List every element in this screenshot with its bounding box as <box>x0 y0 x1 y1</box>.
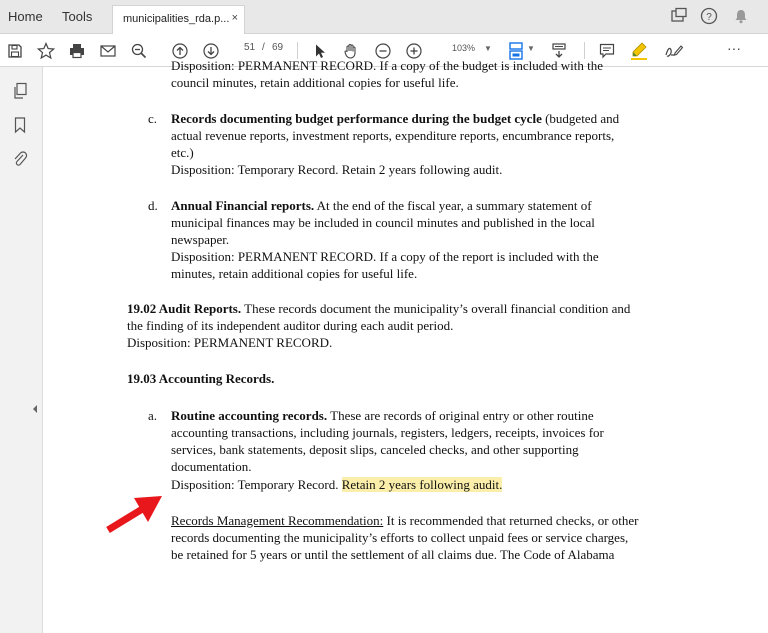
highlighter-icon[interactable] <box>628 40 650 62</box>
section-19-02-line-2: the finding of its independent auditor during each audit period. <box>127 318 454 333</box>
item-a-line-1 <box>171 408 594 424</box>
item-a-line-3: services, bank statements, deposit slips, canceled checks, and other supporting <box>171 442 579 457</box>
item-c-line-1 <box>171 111 619 127</box>
document-tab-label: municipalities_rda.p... <box>123 13 230 25</box>
item-d-line-3: newspaper. <box>171 232 230 247</box>
rmr-line-2: records documenting the municipality’s efforts to collect unpaid fees or service charges, <box>171 530 629 545</box>
item-a-marker: a. <box>148 408 158 423</box>
zoom-level-dropdown[interactable]: 103% <box>452 43 476 53</box>
attachments-paperclip-icon[interactable] <box>10 148 30 168</box>
print-icon[interactable] <box>66 40 88 62</box>
svg-text:?: ? <box>706 12 712 23</box>
rmr-label: Records Management Recommendation: <box>171 513 384 528</box>
item-a-line-4: documentation. <box>171 459 252 474</box>
toolbar-divider <box>297 42 298 59</box>
close-tab-icon[interactable]: × <box>231 12 238 24</box>
home-tab[interactable]: Home <box>8 9 43 24</box>
section-19-02-line-1-rest: These records document the municipality’s overall financial condition and <box>241 301 631 316</box>
page-separator: / <box>262 42 265 53</box>
zoom-out-magnifier-icon[interactable] <box>128 40 150 62</box>
item-c-line-3: etc.) <box>171 145 194 160</box>
page-thumbnails-icon[interactable] <box>10 81 30 101</box>
share-screen-icon[interactable] <box>669 6 689 26</box>
zoom-chevron-down-icon[interactable]: ▼ <box>484 44 492 53</box>
page-total: 69 <box>272 42 284 53</box>
document-tab[interactable] <box>112 5 245 34</box>
sign-icon[interactable] <box>663 40 685 62</box>
more-tools-icon[interactable]: ··· <box>727 40 741 56</box>
item-c-disposition: Disposition: Temporary Record. Retain 2 years following audit. <box>171 162 503 177</box>
item-c-title: Records documenting budget performance during the budget cycle <box>171 111 542 126</box>
top-disposition-line-1: Disposition: PERMANENT RECORD. If a copy of the budget is included with the <box>171 58 603 73</box>
rmr-line-1 <box>171 513 639 529</box>
item-c-line-2: actual revenue reports, investment reports, expenditure reports, encumbrance reports, <box>171 128 615 143</box>
toolbar-divider <box>584 42 585 59</box>
collapse-panel-icon[interactable] <box>33 405 37 413</box>
save-icon[interactable] <box>4 40 26 62</box>
item-a-line-2: accounting transactions, including journals, registers, ledgers, receipts, invoices for <box>171 425 604 440</box>
notifications-bell-icon[interactable] <box>731 6 751 26</box>
left-navigation-rail <box>0 67 43 633</box>
tab-bar <box>0 0 768 34</box>
item-d-line-2: municipal finances may be included in council minutes and published in the local <box>171 215 595 230</box>
top-disposition-line-2: council minutes, retain additional copies for useful life. <box>171 75 459 90</box>
item-a-line-1-rest: These are records of original entry or other routine <box>327 408 594 423</box>
help-icon[interactable] <box>699 6 719 26</box>
item-a-disposition <box>171 477 502 493</box>
item-a-disposition-prefix: Disposition: Temporary Record. <box>171 477 342 492</box>
item-d-disposition-1: Disposition: PERMANENT RECORD. If a copy of the report is included with the <box>171 249 599 264</box>
bookmarks-icon[interactable] <box>10 115 30 135</box>
red-arrow-annotation-icon <box>104 490 166 536</box>
email-icon[interactable] <box>97 40 119 62</box>
highlighted-text[interactable]: Retain 2 years following audit. <box>341 477 503 492</box>
item-d-disposition-2: minutes, retain additional copies for useful life. <box>171 266 418 281</box>
item-c-marker: c. <box>148 111 158 126</box>
section-19-02-title: 19.02 Audit Reports. <box>127 301 242 316</box>
section-19-02-line-1 <box>127 301 630 317</box>
tools-tab[interactable]: Tools <box>62 9 93 24</box>
rmr-line-1-rest: It is recommended that returned checks, or other <box>383 513 639 528</box>
section-19-02-disposition: Disposition: PERMANENT RECORD. <box>127 335 333 350</box>
bookmark-star-icon[interactable] <box>35 40 57 62</box>
item-d-title: Annual Financial reports. <box>171 198 315 213</box>
item-a-title: Routine accounting records. <box>171 408 328 423</box>
document-page <box>43 58 768 633</box>
item-d-line-1 <box>171 198 592 214</box>
item-c-line-1-rest: (budgeted and <box>541 111 620 126</box>
rmr-line-3: be retained for 5 years or until the settlement of all claims due. The Code of Alabama <box>171 547 615 562</box>
layout-chevron-down-icon[interactable]: ▼ <box>527 44 535 53</box>
item-d-marker: d. <box>148 198 158 213</box>
page-number-input[interactable]: 51 <box>244 42 256 53</box>
item-d-line-1-rest: At the end of the fiscal year, a summary statement of <box>314 198 592 213</box>
section-19-03-title: 19.03 Accounting Records. <box>127 371 275 386</box>
